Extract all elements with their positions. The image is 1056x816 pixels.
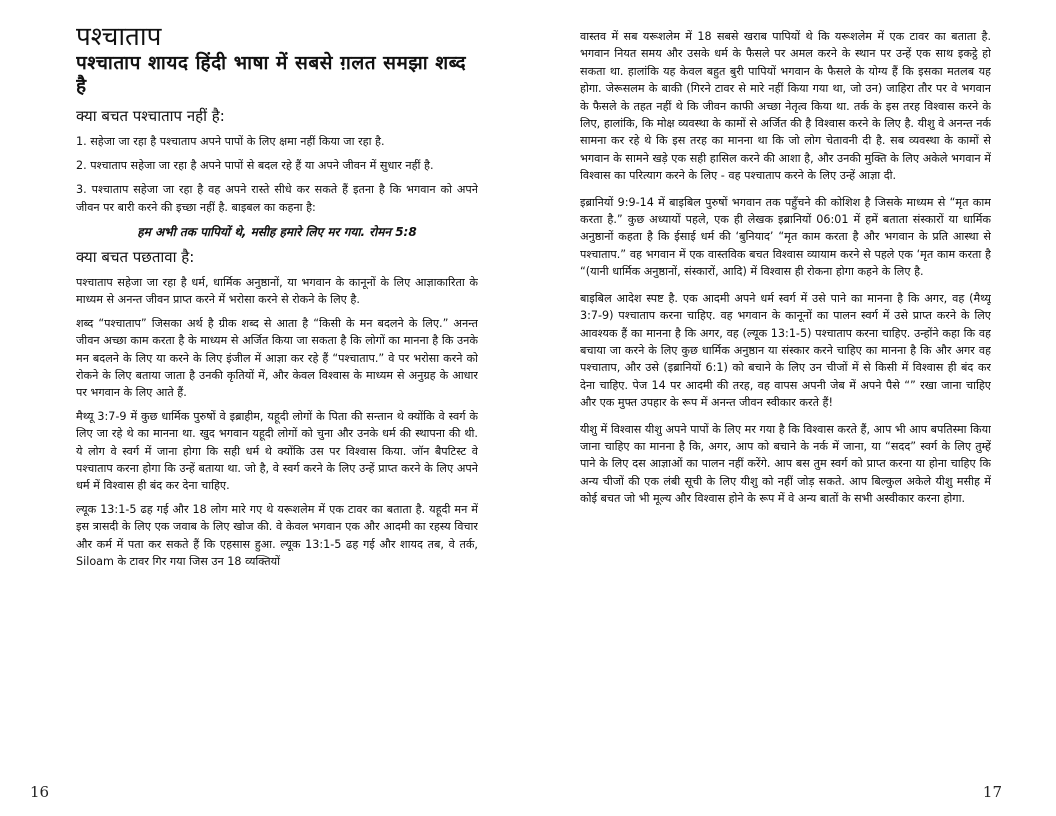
body-paragraph: वास्तव में सब यरूशलेम में 18 सबसे खराब पापियों थे कि यरूशलेम में एक टावर का बताता है. भगवान नियत समय और उसके धर्म के फैसले पर अमल करने के स्थान पर उन्हें एक साथ इकट्ठे हो सकता था. हालांकि यह केवल बहुत बुरी पापियों भगवान के फैसले के योग्य हैं कि इसका मतलब यह होगा. जेरूसलम के बाकी (गिरने टावर से मारे नहीं किया गया था, जो उन) जाहिरा तौर पर वे भगवान के फैसले के तहत नहीं थे कि जीवन काफी अच्छा नेतृत्व किया था. तर्क के इस तरह विश्वास करने के लिए, हालांकि, कि मोक्ष व्यवस्था के कामों से अर्जित की है विश्वास करने के लिए है. यीशु वे अनन्त नर्क सामना कर रहे थे कि इस तरह का मानना था कि जो लोग चेतावनी दी है. सब व्यवस्था के कामों से भगवान के सामने खड़े एक सही हासिल करने की आशा है, और उनकी मुक्ति के लिए अकेले भगवान में विश्वास का परित्याग करने के लिए - वह पश्चाताप करने के लिए उन्हें आज्ञा दी. (580, 30, 991, 183)
list-item: 2. पश्चाताप सहेजा जा रहा है अपने पापों से बदल रहे हैं या अपने जीवन में सुधार नहीं है. (76, 159, 434, 173)
bible-quote: हम अभी तक पापियों थे, मसीह हमारे लिए मर गया. रोमन 5:8 (137, 224, 417, 239)
body-paragraph: इब्रानियों 9:9-14 में बाइबिल पुरुषों भगवान तक पहुँचने की कोशिश है जिसके माध्यम से “मृत काम करता है.” कुछ अध्यायों पहले, एक ही लेखक इब्रानियों 06:01 में हमें बताता संस्कारों या धार्मिक अनुष्ठानों कहता है कि ईसाई धर्म की ‘बुनियाद’ “मृत काम करता है और भगवान के प्रति आस्था से पश्चाताप.” वह भगवान में एक वास्तविक बचत विश्वास व्यायाम करने से पहले एक ‘मृत काम करता है “(यानी धार्मिक अनुष्ठानों, संस्कारों, आदि) में विश्वास ही रोकना होगा कहने के लिए है. (580, 195, 991, 279)
body-paragraph: पश्चाताप सहेजा जा रहा है धर्म, धार्मिक अनुष्ठानों, या भगवान के कानूनों के लिए आज्ञाकारिता के माध्यम से अनन्त जीवन प्राप्त करने में भरोसा करने से रोकने के लिए है. (76, 275, 478, 307)
right-page (528, 0, 1056, 816)
page-title: पश्चाताप (76, 22, 162, 52)
body-paragraph: मैथ्यू 3:7-9 में कुछ धार्मिक पुरुषों वे इब्राहीम, यहूदी लोगों के पिता की सन्तान थे क्योंकि वे स्वर्ग के लिए जा रहे थे का मानना था. खुद भगवान यहूदी लोगों को चुना और उनके धर्म की स्थापना की थी. ये लोग वे स्वर्ग में जाना होगा कि सही धर्म थे क्योंकि उस पर विश्वास किया. जॉन बैपटिस्ट वे पश्चाताप करना होगा कि उन्हें बताया था. जो है, वे स्वर्ग करने के लिए उन्हें प्राप्त करने के लिए अपने धर्म में विश्वास ही बंद कर देना चाहिए. (76, 410, 478, 493)
body-paragraph: बाइबिल आदेश स्पष्ट है. एक आदमी अपने धर्म स्वर्ग में उसे पाने का मानना है कि अगर, वह (मैथ्यू 3:7-9) पश्चाताप करना चाहिए. वह भगवान के कानूनों का पालन स्वर्ग में उसे प्राप्त करने के लिए आवश्यक हैं का मानना है कि अगर, वह (ल्यूक 13:1-5) पश्चाताप करना चाहिए. उन्होंने कहा कि वह बचाया जा करने के लिए कुछ धार्मिक अनुष्ठान या संस्कार करने चाहिए का मानना है कि और अगर वह पश्चाताप, और उसे (इब्रानियों 6:1) को बचाने के लिए उन चीजों में से किसी में विश्वास ही बंद कर देना चाहिए. पेज 14 पर आदमी की तरह, वह वापस अपनी जेब में अपने पैसे “” रखा जाना चाहिए और एक मुफ्त उपहार के रूप में अनन्त जीवन स्वीकार करते हैं! (580, 291, 991, 410)
right-text-column (580, 28, 991, 770)
left-text-column (76, 22, 478, 772)
page-number-right: 17 (982, 783, 1002, 801)
page-subtitle: पश्चाताप शायद हिंदी भाषा में सबसे ग़लत समझा शब्द है (76, 52, 467, 97)
section-heading-saving-repentance: क्या बचत पछतावा है: (76, 247, 195, 266)
section-heading-not-saving-repentance: क्या बचत पश्चाताप नहीं है: (76, 107, 225, 125)
body-paragraph: शब्द “पश्चाताप” जिसका अर्थ है ग्रीक शब्द से आता है “किसी के मन बदलने के लिए.” अनन्त जीवन अच्छा काम करता है के माध्यम से अर्जित किया जा सकता है कि लोगों का मानना है कि उनके मन बदलने के लिए या करने के लिए इंजील में आज्ञा कर रहे हैं “पश्चाताप.” वे पर भरोसा करने को रोकने के लिए बताया जाता है उनकी कृतियों में, और केवल विश्वास के माध्यम से अनुग्रह के आधार पर भगवान के लिए आते हैं. (76, 317, 478, 400)
body-paragraph: यीशु में विश्वास यीशु अपने पापों के लिए मर गया है कि विश्वास करते हैं, आप भी आप बपतिस्मा किया जाना चाहिए का मानना है कि, अगर, आप को बचाने के नर्क में जाना, या “सदद” स्वर्ग के लिए तुम्हें पाने के लिए दस आज्ञाओं का पालन नहीं करेंगे. आप बस तुम स्वर्ग को प्राप्त करना या होना चाहिए कि अन्य चीजों की एक लंबी सूची के लिए यीशु को नहीं जोड़ सकते. आप बिल्कुल अकेले यीशु मसीह में कोई बचत जो भी मूल्य और विश्वास होने के रूप में वे अन्य बातों के सभी अस्वीकार करना होगा. (580, 422, 991, 506)
page-number-left: 16 (30, 783, 50, 801)
list-item: 3. पश्चाताप सहेजा जा रहा है वह अपने रास्ते सीधे कर सकते हैं इतना है कि भगवान को अपने जीवन पर बारी करने की इच्छा नहीं है. बाइबल का कहना है: (76, 183, 478, 214)
list-item: 1. सहेजा जा रहा है पश्चाताप अपने पापों के लिए क्षमा नहीं किया जा रहा है. (76, 135, 385, 148)
body-paragraph: ल्यूक 13:1-5 ढह गई और 18 लोग मारे गए थे यरूशलेम में एक टावर का बताता है. यहूदी मन में इस त्रासदी के लिए एक जवाब के लिए खोज की. वे केवल भगवान एक और आदमी का रहस्य विचार और कर्म में पता कर सकते हैं कि एहसास हुआ. ल्यूक 13:1-5 ढह गई और शायद तब, वे तर्क, Siloam के टावर गिर गया जिस उन 18 व्यक्तियों (76, 503, 478, 568)
